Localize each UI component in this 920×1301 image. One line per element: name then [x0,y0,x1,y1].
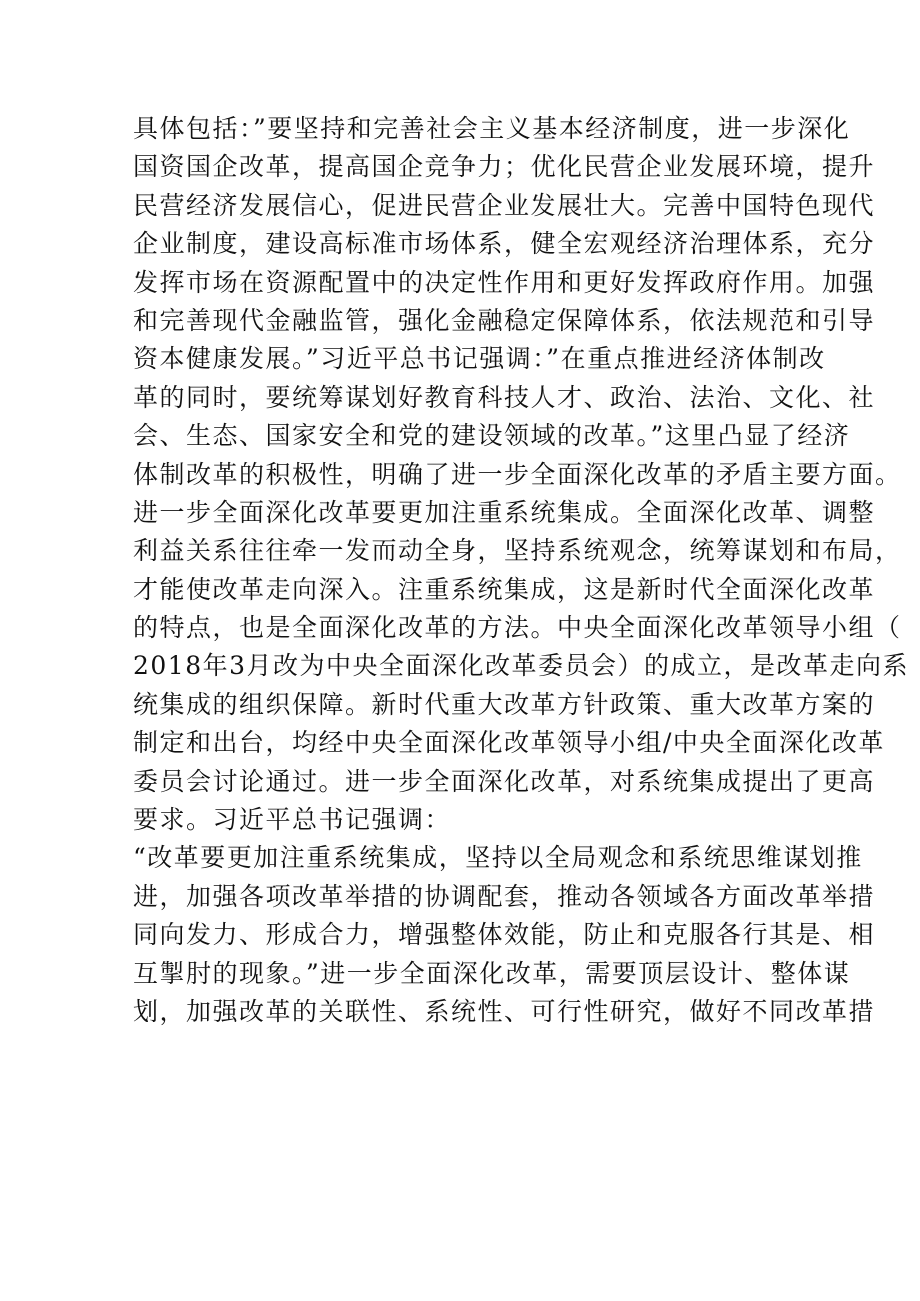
text-line: 要求。习近平总书记强调： [133,805,452,835]
text-line: 发挥市场在资源配置中的决定性作用和更好发挥政府作用。加强 [133,267,876,297]
text-line: 委员会讨论通过。进一步全面深化改革，对系统集成提出了更高 [133,766,876,796]
text-line: 利益关系往往牵一发而动全身，坚持系统观念，统筹谋划和布局， [133,536,902,566]
text-line: 进，加强各项改革举措的协调配套，推动各领域各方面改革举措 [133,881,876,911]
text-line: 企业制度，建设高标准市场体系，健全宏观经济治理体系，充分 [133,229,876,259]
text-line: 同向发力、形成合力，增强整体效能，防止和克服各行其是、相 [133,920,876,950]
text-line: 民营经济发展信心，促进民营企业发展壮大。完善中国特色现代 [133,190,876,220]
text-line: 体制改革的积极性，明确了进一步全面深化改革的矛盾主要方面。 [133,459,902,489]
text-line: 2018年3月改为中央全面深化改革委员会）的成立，是改革走向系 [133,651,910,681]
text-line: 制定和出台，均经中央全面深化改革领导小组/中央全面深化改革 [133,728,885,758]
text-line: 革的同时，要统筹谋划好教育科技人才、政治、法治、文化、社 [133,382,876,412]
body-text [133,110,910,1031]
text-line: “改革要更加注重系统集成，坚持以全局观念和系统思维谋划推 [133,843,863,873]
text-line: 和完善现代金融监管，强化金融稳定保障体系，依法规范和引导 [133,305,876,335]
text-line: 资本健康发展。”习近平总书记强调：”在重点推进经济体制改 [133,344,826,374]
text-line: 国资国企改革，提高国企竞争力；优化民营企业发展环境，提升 [133,152,876,182]
text-line: 进一步全面深化改革要更加注重系统集成。全面深化改革、调整 [133,497,876,527]
text-line: 统集成的组织保障。新时代重大改革方针政策、重大改革方案的 [133,689,876,719]
text-line: 会、生态、国家安全和党的建设领域的改革。”这里凸显了经济 [133,421,851,451]
text-line: 具体包括：”要坚持和完善社会主义基本经济制度，进一步深化 [133,114,851,143]
text-line: 划，加强改革的关联性、系统性、可行性研究，做好不同改革措 [133,996,876,1026]
text-line: 的特点，也是全面深化改革的方法。中央全面深化改革领导小组（ [133,613,902,643]
text-line: 互掣肘的现象。”进一步全面深化改革，需要顶层设计、整体谋 [133,958,851,988]
text-line: 才能使改革走向深入。注重系统集成，这是新时代全面深化改革 [133,574,876,604]
